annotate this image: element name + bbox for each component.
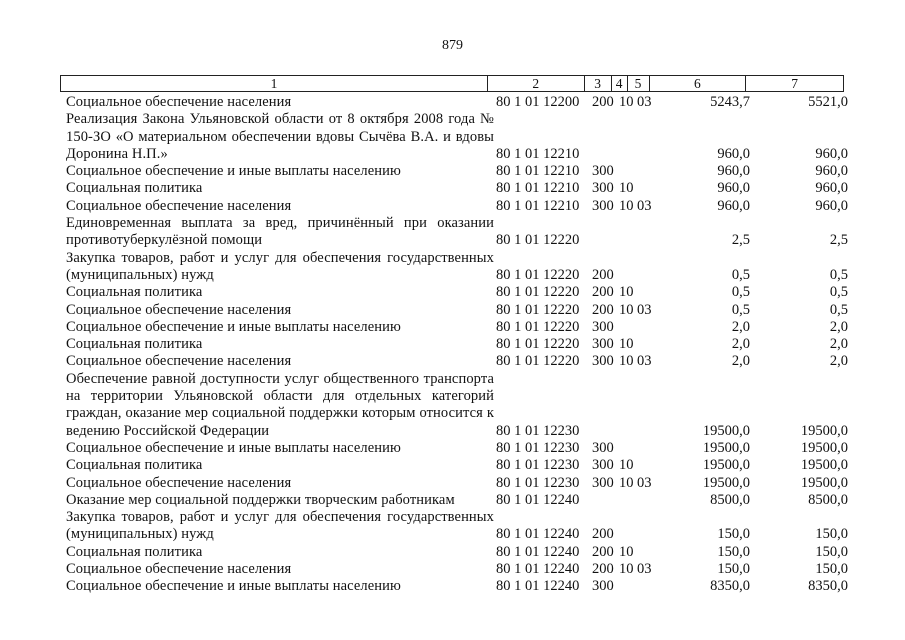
- table-row: [66, 561, 856, 578]
- row-codes: [494, 475, 856, 492]
- row-codes: [494, 353, 856, 370]
- row-pr: [637, 284, 659, 301]
- header-col-5: 5: [628, 76, 650, 91]
- row-kvr: [592, 423, 619, 440]
- row-kvr: [592, 232, 619, 249]
- table-row: [66, 475, 856, 492]
- row-kcsr: 80 1 01 12240: [496, 491, 580, 508]
- row-rz: 10: [619, 284, 634, 301]
- row-name: Социальная политика: [66, 180, 203, 197]
- table-row: [66, 302, 856, 319]
- row-name: Социальное обеспечение и иные выплаты населению: [66, 163, 401, 180]
- row-name: Социальное обеспечение населения: [66, 301, 292, 318]
- row-value-7: 150,0: [815, 561, 848, 578]
- header-col-1: 1: [61, 76, 488, 91]
- row-rz: [619, 578, 637, 595]
- row-codes: [494, 440, 856, 457]
- row-rz: 10: [619, 301, 634, 318]
- table-row: [66, 578, 856, 595]
- row-rz: [619, 492, 637, 509]
- row-codes: [494, 423, 856, 440]
- row-codes: [494, 198, 856, 215]
- row-kcsr: 80 1 01 12230: [496, 474, 580, 491]
- row-rz: 10: [619, 180, 634, 197]
- row-kvr: 200: [592, 543, 614, 560]
- row-pr: 03: [637, 94, 652, 110]
- row-kvr: 300: [592, 180, 614, 197]
- row-kcsr: 80 1 01 12240: [496, 543, 580, 560]
- row-codes: [494, 284, 856, 301]
- row-name: Социальная политика: [66, 336, 203, 353]
- row-codes: [494, 319, 856, 336]
- table-header: [60, 75, 844, 92]
- table-row: [66, 509, 856, 544]
- row-kcsr: 80 1 01 12220: [496, 266, 580, 283]
- table-row: [66, 284, 856, 301]
- row-value-6: 2,0: [731, 336, 750, 353]
- table-row: [66, 492, 856, 509]
- row-kcsr: 80 1 01 12230: [496, 439, 580, 456]
- row-codes: [494, 180, 856, 197]
- row-kvr: 200: [592, 301, 614, 318]
- row-codes: [494, 578, 856, 595]
- row-pr: [637, 440, 659, 457]
- table-row: [66, 336, 856, 353]
- row-value-7: 150,0: [815, 526, 848, 543]
- row-pr: [637, 180, 659, 197]
- row-kvr: 300: [592, 439, 614, 456]
- row-kcsr: 80 1 01 12240: [496, 578, 580, 595]
- row-pr: [637, 163, 659, 180]
- row-value-7: 19500,0: [800, 422, 848, 439]
- row-pr: 03: [637, 197, 652, 214]
- row-name: Социальное обеспечение населения: [66, 353, 292, 370]
- row-rz: [619, 319, 637, 336]
- row-value-6: 0,5: [731, 266, 750, 283]
- row-name: Социальная политика: [66, 284, 203, 301]
- header-col-3: 3: [585, 76, 612, 91]
- table-row: [66, 544, 856, 561]
- row-name: Социальная политика: [66, 543, 203, 560]
- row-name: Оказание мер социальной поддержки творческим работникам: [66, 491, 455, 508]
- row-pr: 03: [637, 353, 652, 370]
- row-kcsr: 80 1 01 12230: [496, 457, 580, 474]
- row-value-7: 19500,0: [800, 439, 848, 456]
- row-rz: 10: [619, 457, 634, 474]
- row-kvr: 200: [592, 94, 614, 110]
- table-row: [66, 457, 856, 474]
- row-value-7: 8500,0: [808, 491, 848, 508]
- row-pr: 03: [637, 474, 652, 491]
- row-kvr: 200: [592, 526, 614, 543]
- header-col-2: 2: [488, 76, 585, 91]
- table-row: [66, 111, 856, 163]
- row-name: Социальное обеспечение и иные выплаты населению: [66, 318, 401, 335]
- row-kcsr: 80 1 01 12220: [496, 353, 580, 370]
- row-value-6: 19500,0: [702, 474, 750, 491]
- row-rz: [619, 146, 637, 163]
- row-value-6: 960,0: [717, 180, 750, 197]
- row-value-7: 19500,0: [800, 474, 848, 491]
- row-pr: [637, 578, 659, 595]
- header-col-6: 6: [650, 76, 747, 91]
- row-value-6: 960,0: [717, 197, 750, 214]
- row-kvr: 300: [592, 457, 614, 474]
- row-value-7: 2,0: [829, 353, 848, 370]
- table-row: [66, 198, 856, 215]
- row-value-6: 19500,0: [702, 439, 750, 456]
- row-codes: [494, 544, 856, 561]
- row-codes: [494, 232, 856, 249]
- row-value-7: 0,5: [829, 266, 848, 283]
- row-kcsr: 80 1 01 12240: [496, 526, 580, 543]
- row-kvr: 300: [592, 318, 614, 335]
- row-pr: [637, 267, 659, 284]
- row-name: Социальное обеспечение населения: [66, 474, 292, 491]
- row-kvr: [592, 492, 619, 509]
- row-value-6: 19500,0: [702, 422, 750, 439]
- row-pr: [637, 319, 659, 336]
- row-kcsr: 80 1 01 12220: [496, 301, 580, 318]
- row-pr: [637, 526, 659, 543]
- row-value-7: 2,0: [829, 318, 848, 335]
- row-kcsr: 80 1 01 12240: [496, 561, 580, 578]
- row-value-6: 19500,0: [702, 457, 750, 474]
- row-codes: [494, 163, 856, 180]
- row-pr: [637, 423, 659, 440]
- row-value-6: 150,0: [717, 526, 750, 543]
- table-row: [66, 371, 856, 440]
- row-rz: [619, 526, 637, 543]
- row-codes: [494, 492, 856, 509]
- row-codes: [494, 561, 856, 578]
- table-row: [66, 250, 856, 285]
- table-row: [66, 353, 856, 370]
- page-number: 879: [442, 38, 463, 53]
- row-value-7: 0,5: [829, 284, 848, 301]
- row-pr: [637, 232, 659, 249]
- row-value-7: 150,0: [815, 543, 848, 560]
- row-pr: [637, 146, 659, 163]
- header-col-7: 7: [791, 76, 799, 91]
- row-value-7: 2,0: [829, 336, 848, 353]
- table-row: [66, 180, 856, 197]
- row-name: Реализация Закона Ульяновской области от 8 октября 2008 года № 150-ЗО «О материальном обеспечении вдовы Сычёва В.А. и вдовы Доронина Н.П.»: [66, 111, 494, 162]
- row-name: Социальное обеспечение и иные выплаты населению: [66, 439, 401, 456]
- row-rz: 10: [619, 561, 634, 578]
- row-pr: [637, 492, 659, 509]
- row-rz: 10: [619, 353, 634, 370]
- row-value-7: 960,0: [815, 163, 848, 180]
- row-value-6: 5243,7: [710, 94, 750, 110]
- row-value-6: 8350,0: [710, 578, 750, 595]
- table-row: [66, 163, 856, 180]
- row-rz: [619, 267, 637, 284]
- row-rz: [619, 232, 637, 249]
- row-value-6: 0,5: [731, 284, 750, 301]
- row-rz: 10: [619, 197, 634, 214]
- row-pr: 03: [637, 561, 652, 578]
- row-kvr: 200: [592, 284, 614, 301]
- row-kvr: 300: [592, 353, 614, 370]
- row-kcsr: 80 1 01 12210: [496, 180, 580, 197]
- row-pr: [637, 544, 659, 561]
- row-value-6: 960,0: [717, 163, 750, 180]
- row-value-7: 19500,0: [800, 457, 848, 474]
- row-name: Социальное обеспечение населения: [66, 94, 292, 110]
- row-rz: 10: [619, 94, 634, 110]
- header-col-4: 4: [612, 76, 628, 91]
- row-kvr: [592, 146, 619, 163]
- row-value-7: 5521,0: [808, 94, 848, 110]
- table-row: [66, 94, 856, 111]
- row-pr: 03: [637, 301, 652, 318]
- row-kcsr: 80 1 01 12210: [496, 145, 580, 162]
- table-row: [66, 319, 856, 336]
- row-value-6: 150,0: [717, 561, 750, 578]
- row-rz: [619, 163, 637, 180]
- row-kcsr: 80 1 01 12200: [496, 94, 580, 110]
- row-codes: [494, 336, 856, 353]
- row-kvr: 300: [592, 578, 614, 595]
- row-codes: [494, 457, 856, 474]
- row-kcsr: 80 1 01 12210: [496, 197, 580, 214]
- row-value-6: 8500,0: [710, 491, 750, 508]
- row-codes: [494, 267, 856, 284]
- row-rz: 10: [619, 543, 634, 560]
- row-name: Закупка товаров, работ и услуг для обеспечения государственных (муниципальных) нужд: [66, 509, 494, 543]
- row-codes: [494, 94, 856, 111]
- row-kvr: 200: [592, 266, 614, 283]
- row-value-7: 960,0: [815, 145, 848, 162]
- row-kcsr: 80 1 01 12220: [496, 318, 580, 335]
- row-rz: [619, 423, 637, 440]
- row-value-6: 2,0: [731, 353, 750, 370]
- row-kvr: 300: [592, 163, 614, 180]
- row-codes: [494, 146, 856, 163]
- table-row: [66, 215, 856, 250]
- row-pr: [637, 336, 659, 353]
- row-name: Социальное обеспечение населения: [66, 197, 292, 214]
- row-codes: [494, 526, 856, 543]
- row-name: Социальная политика: [66, 457, 203, 474]
- row-kvr: 300: [592, 197, 614, 214]
- row-kcsr: 80 1 01 12220: [496, 284, 580, 301]
- budget-table: [66, 94, 856, 596]
- row-kcsr: 80 1 01 12220: [496, 336, 580, 353]
- row-value-6: 0,5: [731, 301, 750, 318]
- row-value-7: 960,0: [815, 180, 848, 197]
- row-kcsr: 80 1 01 12210: [496, 163, 580, 180]
- row-name: Единовременная выплата за вред, причинённый при оказании противотуберкулёзной помощи: [66, 215, 494, 249]
- row-value-7: 2,5: [829, 232, 848, 249]
- row-pr: [637, 457, 659, 474]
- table-row: [66, 440, 856, 457]
- row-kvr: 300: [592, 336, 614, 353]
- row-kcsr: 80 1 01 12230: [496, 422, 580, 439]
- row-value-6: 2,0: [731, 318, 750, 335]
- row-name: Обеспечение равной доступности услуг общественного транспорта на территории Ульяновской области для отдельных категорий граждан, оказание мер социальной поддержки которым относится к ведению Российской Федерации: [66, 370, 494, 439]
- row-rz: 10: [619, 474, 634, 491]
- row-kvr: 300: [592, 474, 614, 491]
- row-name: Закупка товаров, работ и услуг для обеспечения государственных (муниципальных) нужд: [66, 249, 494, 283]
- row-value-7: 0,5: [829, 301, 848, 318]
- row-value-6: 150,0: [717, 543, 750, 560]
- row-value-7: 8350,0: [808, 578, 848, 595]
- row-kvr: 200: [592, 561, 614, 578]
- row-rz: 10: [619, 336, 634, 353]
- row-name: Социальное обеспечение и иные выплаты населению: [66, 578, 401, 595]
- row-codes: [494, 302, 856, 319]
- row-value-7: 960,0: [815, 197, 848, 214]
- row-kcsr: 80 1 01 12220: [496, 232, 580, 249]
- row-value-6: 960,0: [717, 145, 750, 162]
- row-value-6: 2,5: [731, 232, 750, 249]
- row-name: Социальное обеспечение населения: [66, 561, 292, 578]
- row-rz: [619, 440, 637, 457]
